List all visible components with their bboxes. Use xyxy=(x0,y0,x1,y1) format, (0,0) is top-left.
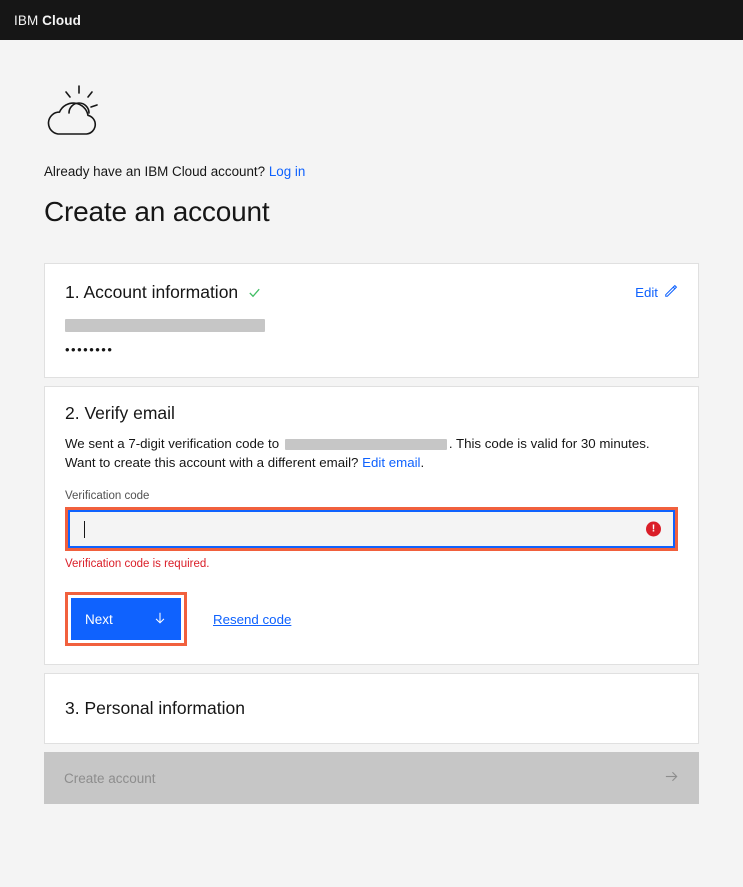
page-body xyxy=(0,40,743,804)
account-information-header xyxy=(65,282,678,303)
verify-text-period: . xyxy=(420,454,425,470)
verification-code-highlight xyxy=(65,507,678,551)
create-account-label: Create account xyxy=(64,770,156,786)
account-information-step-label: 1. Account information xyxy=(65,281,239,302)
next-button-label: Next xyxy=(85,611,113,627)
existing-account-text: Already have an IBM Cloud account? xyxy=(44,164,266,179)
verification-code-input-container[interactable] xyxy=(68,510,675,548)
error-icon: ! xyxy=(646,522,661,537)
personal-information-title: 3. Personal information xyxy=(65,698,245,719)
ibm-cloud-logo[interactable] xyxy=(14,13,81,28)
content-column xyxy=(0,40,743,804)
verify-text-before: We sent a 7-digit verification code to xyxy=(65,435,280,451)
verification-code-error-message: Verification code is required. xyxy=(65,558,210,571)
account-information-title xyxy=(65,282,262,303)
verification-code-input[interactable] xyxy=(85,512,637,546)
edit-email-link[interactable]: Edit email xyxy=(362,454,421,470)
masked-password-value: •••••••• xyxy=(65,341,114,357)
redacted-email-inline xyxy=(285,439,447,450)
create-account-button[interactable] xyxy=(44,752,699,804)
redacted-email-value xyxy=(65,319,265,332)
arrow-down-icon xyxy=(153,611,167,628)
resend-code-link[interactable]: Resend code xyxy=(213,611,292,627)
next-button-highlight xyxy=(65,592,187,646)
login-link[interactable]: Log in xyxy=(268,164,306,179)
page-title: Create an account xyxy=(44,196,270,227)
verify-email-description xyxy=(65,434,678,473)
app-header xyxy=(0,0,743,40)
pencil-icon xyxy=(664,284,678,301)
brand-name: Cloud xyxy=(42,12,81,28)
existing-account-line xyxy=(44,164,699,179)
edit-label: Edit xyxy=(635,284,658,300)
verify-email-title: 2. Verify email xyxy=(65,402,175,423)
edit-account-information-button[interactable] xyxy=(635,284,678,301)
verify-email-card xyxy=(44,386,699,666)
checkmark-icon xyxy=(247,285,262,300)
sun-behind-cloud-icon xyxy=(44,84,106,142)
brand-prefix: IBM xyxy=(14,12,39,28)
next-button[interactable] xyxy=(71,598,181,640)
verify-actions-row xyxy=(65,592,678,646)
arrow-right-icon xyxy=(664,769,679,788)
verify-text-after: . This code is valid for 30 minutes. Want to create this account with a different email? xyxy=(65,435,650,470)
verification-code-label: Verification code xyxy=(65,490,150,503)
account-information-card xyxy=(44,263,699,378)
personal-information-card[interactable] xyxy=(44,673,699,744)
